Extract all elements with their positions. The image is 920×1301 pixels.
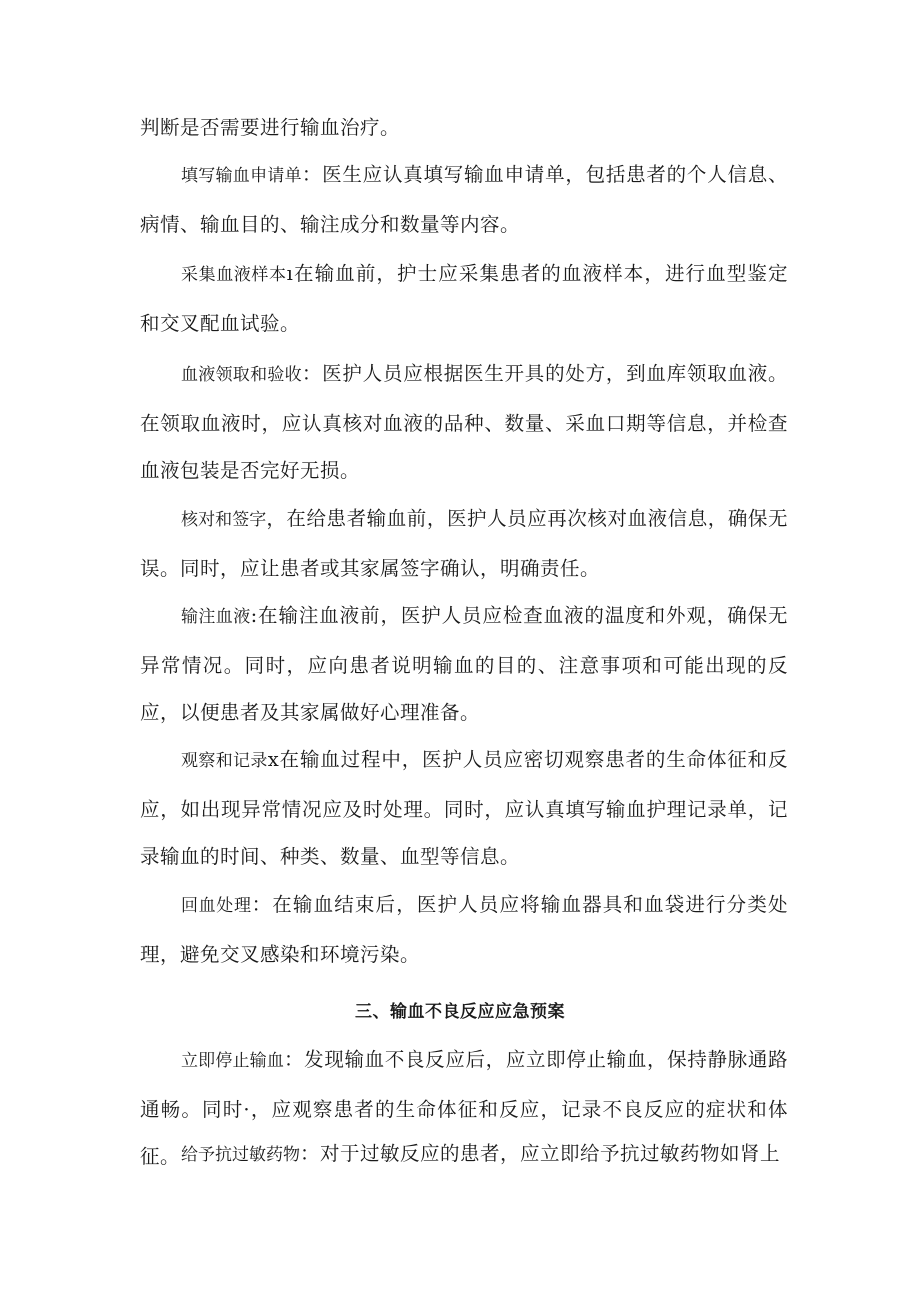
step-text: ：医护人员应根据医生开具的处方，到血库领取血液。在领取血液时，应认真核对血液的品种、数量、采血口期等信息，并检查血液包装是否完好无损。 [140, 362, 788, 482]
step-label: 采集血液样本 [181, 265, 287, 285]
step-text: ：在输血结束后，医护人员应将输血器具和血袋进行分类处理，避免交叉感染和环境污染。 [140, 893, 788, 966]
step-text: ı在输血前，护士应采集患者的血液样本，进行血型鉴定和交叉配血试验。 [140, 262, 788, 335]
step-text: :在输注血液前，医护人员应检查血液的温度和外观，确保无异常情况。同时，应向患者说明输血的目的、注意事项和可能出现的反应，以便患者及其家属做好心理准备。 [140, 604, 788, 724]
emergency-text: ：发现输血不良反应后，应立即停止输血，保持静脉通路通畅。同时·，应观察患者的生命体征和反应，记录不良反应的症状和体征。 [140, 1048, 788, 1168]
step-text: ：医生应认真填写输血申请单，包括患者的个人信息、病情、输血目的、输注成分和数量等内容。 [140, 163, 788, 236]
step-label: 核对和签字 [181, 510, 267, 530]
step-label: 血液领取和验收 [181, 365, 302, 385]
step-sample-collection-paragraph [140, 250, 788, 347]
step-text: ，在给患者输血前，医护人员应再次核对血液信息，确保无误。同时，应让患者或其家属签字确认，明确责任。 [140, 507, 788, 580]
intro-paragraph: 判断是否需要进行输血治疗。 [140, 116, 401, 139]
emergency-antiallergy-paragraph [140, 1130, 788, 1180]
emergency-label: 给予抗过敏药物 [181, 1145, 300, 1165]
step-fill-request-paragraph [140, 151, 788, 248]
step-label: 回血处理 [181, 896, 252, 916]
section-heading: 三、输血不良反应应急预案 [355, 1002, 565, 1022]
step-infusion-paragraph [140, 592, 788, 737]
step-label: 填写输血申请单 [181, 166, 302, 186]
step-verify-sign-paragraph [140, 495, 788, 592]
emergency-text: ：对于过敏反应的患者，应立即给予抗过敏药物如肾上 [300, 1142, 781, 1165]
emergency-label: 立即停止输血 [181, 1051, 284, 1071]
step-blood-receipt-paragraph [140, 350, 788, 495]
step-observe-record-paragraph [140, 736, 788, 881]
step-label: 观察和记录 [181, 751, 268, 771]
step-label: 输注血液 [181, 607, 251, 627]
step-text: x在输血过程中，医护人员应密切观察患者的生命体征和反应，如出现异常情况应及时处理。同时，应认真填写输血护理记录单，记录输血的时间、种类、数量、血型等信息。 [140, 748, 788, 868]
step-disposal-paragraph [140, 881, 788, 978]
